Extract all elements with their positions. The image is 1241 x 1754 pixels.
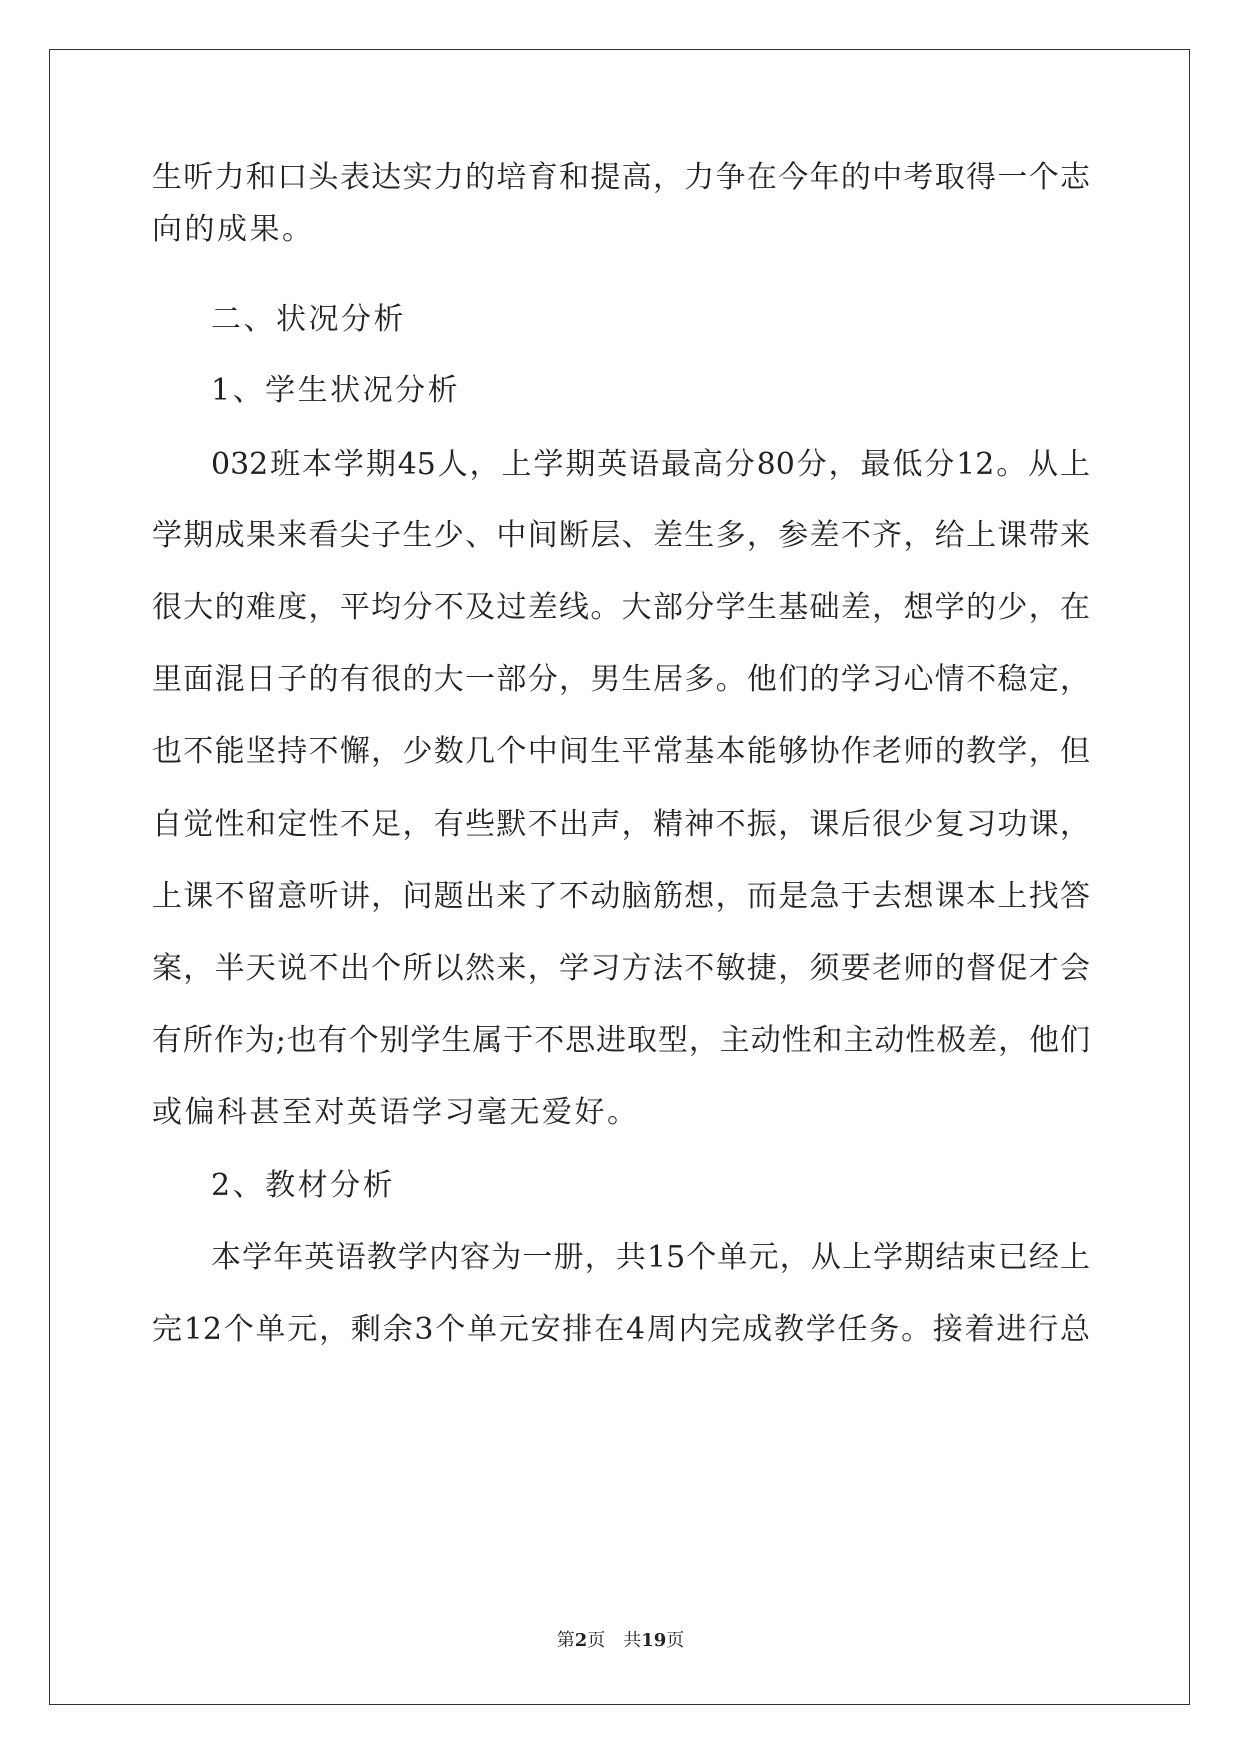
subsection-heading: 1、学生状况分析 <box>211 373 461 408</box>
text-line: 里面混日子的有很的大一部分，男生居多。他们的学习心情不稳定， <box>152 662 1090 697</box>
text-line: 生听力和口头表达实力的培育和提高，力争在今年的中考取得一个志 <box>152 160 1090 195</box>
page-total: 19 <box>641 1630 667 1651</box>
text-line: 完12个单元，剩余3个单元安排在4周内完成教学任务。接着进行总 <box>152 1312 1090 1347</box>
page-current: 2 <box>574 1630 588 1651</box>
text-line: 很大的难度，平均分不及过差线。大部分学生基础差，想学的少，在 <box>152 590 1090 625</box>
text-line: 或偏科甚至对英语学习毫无爱好。 <box>152 1095 640 1130</box>
text-line: 案，半天说不出个所以然来，学习方法不敏捷，须要老师的督促才会 <box>152 951 1090 986</box>
text-line: 有所作为;也有个别学生属于不思进取型，主动性和主动性极差，他们 <box>152 1023 1090 1058</box>
page-label-suffix: 页 <box>666 1630 685 1651</box>
subsection-heading: 2、教材分析 <box>211 1168 396 1203</box>
page-label-mid: 页 共 <box>587 1630 642 1651</box>
text-line: 本学年英语教学内容为一册，共15个单元，从上学期结束已经上 <box>211 1240 1090 1275</box>
text-line: 自觉性和定性不足，有些默不出声，精神不振，课后很少复习功课， <box>152 807 1090 842</box>
page-footer <box>0 1631 1241 1651</box>
text-line: 也不能坚持不懈，少数几个中间生平常基本能够协作老师的教学，但 <box>152 734 1090 769</box>
text-line: 向的成果。 <box>152 212 315 247</box>
text-line: 032班本学期45人，上学期英语最高分80分，最低分12。从上 <box>211 447 1090 482</box>
page-label-prefix: 第 <box>556 1630 575 1651</box>
text-line: 上课不留意听讲，问题出来了不动脑筋想，而是急于去想课本上找答 <box>152 879 1090 914</box>
text-line: 学期成果来看尖子生少、中间断层、差生多，参差不齐，给上课带来 <box>152 518 1090 553</box>
page-border <box>49 49 1190 1705</box>
section-heading: 二、状况分析 <box>211 302 406 337</box>
